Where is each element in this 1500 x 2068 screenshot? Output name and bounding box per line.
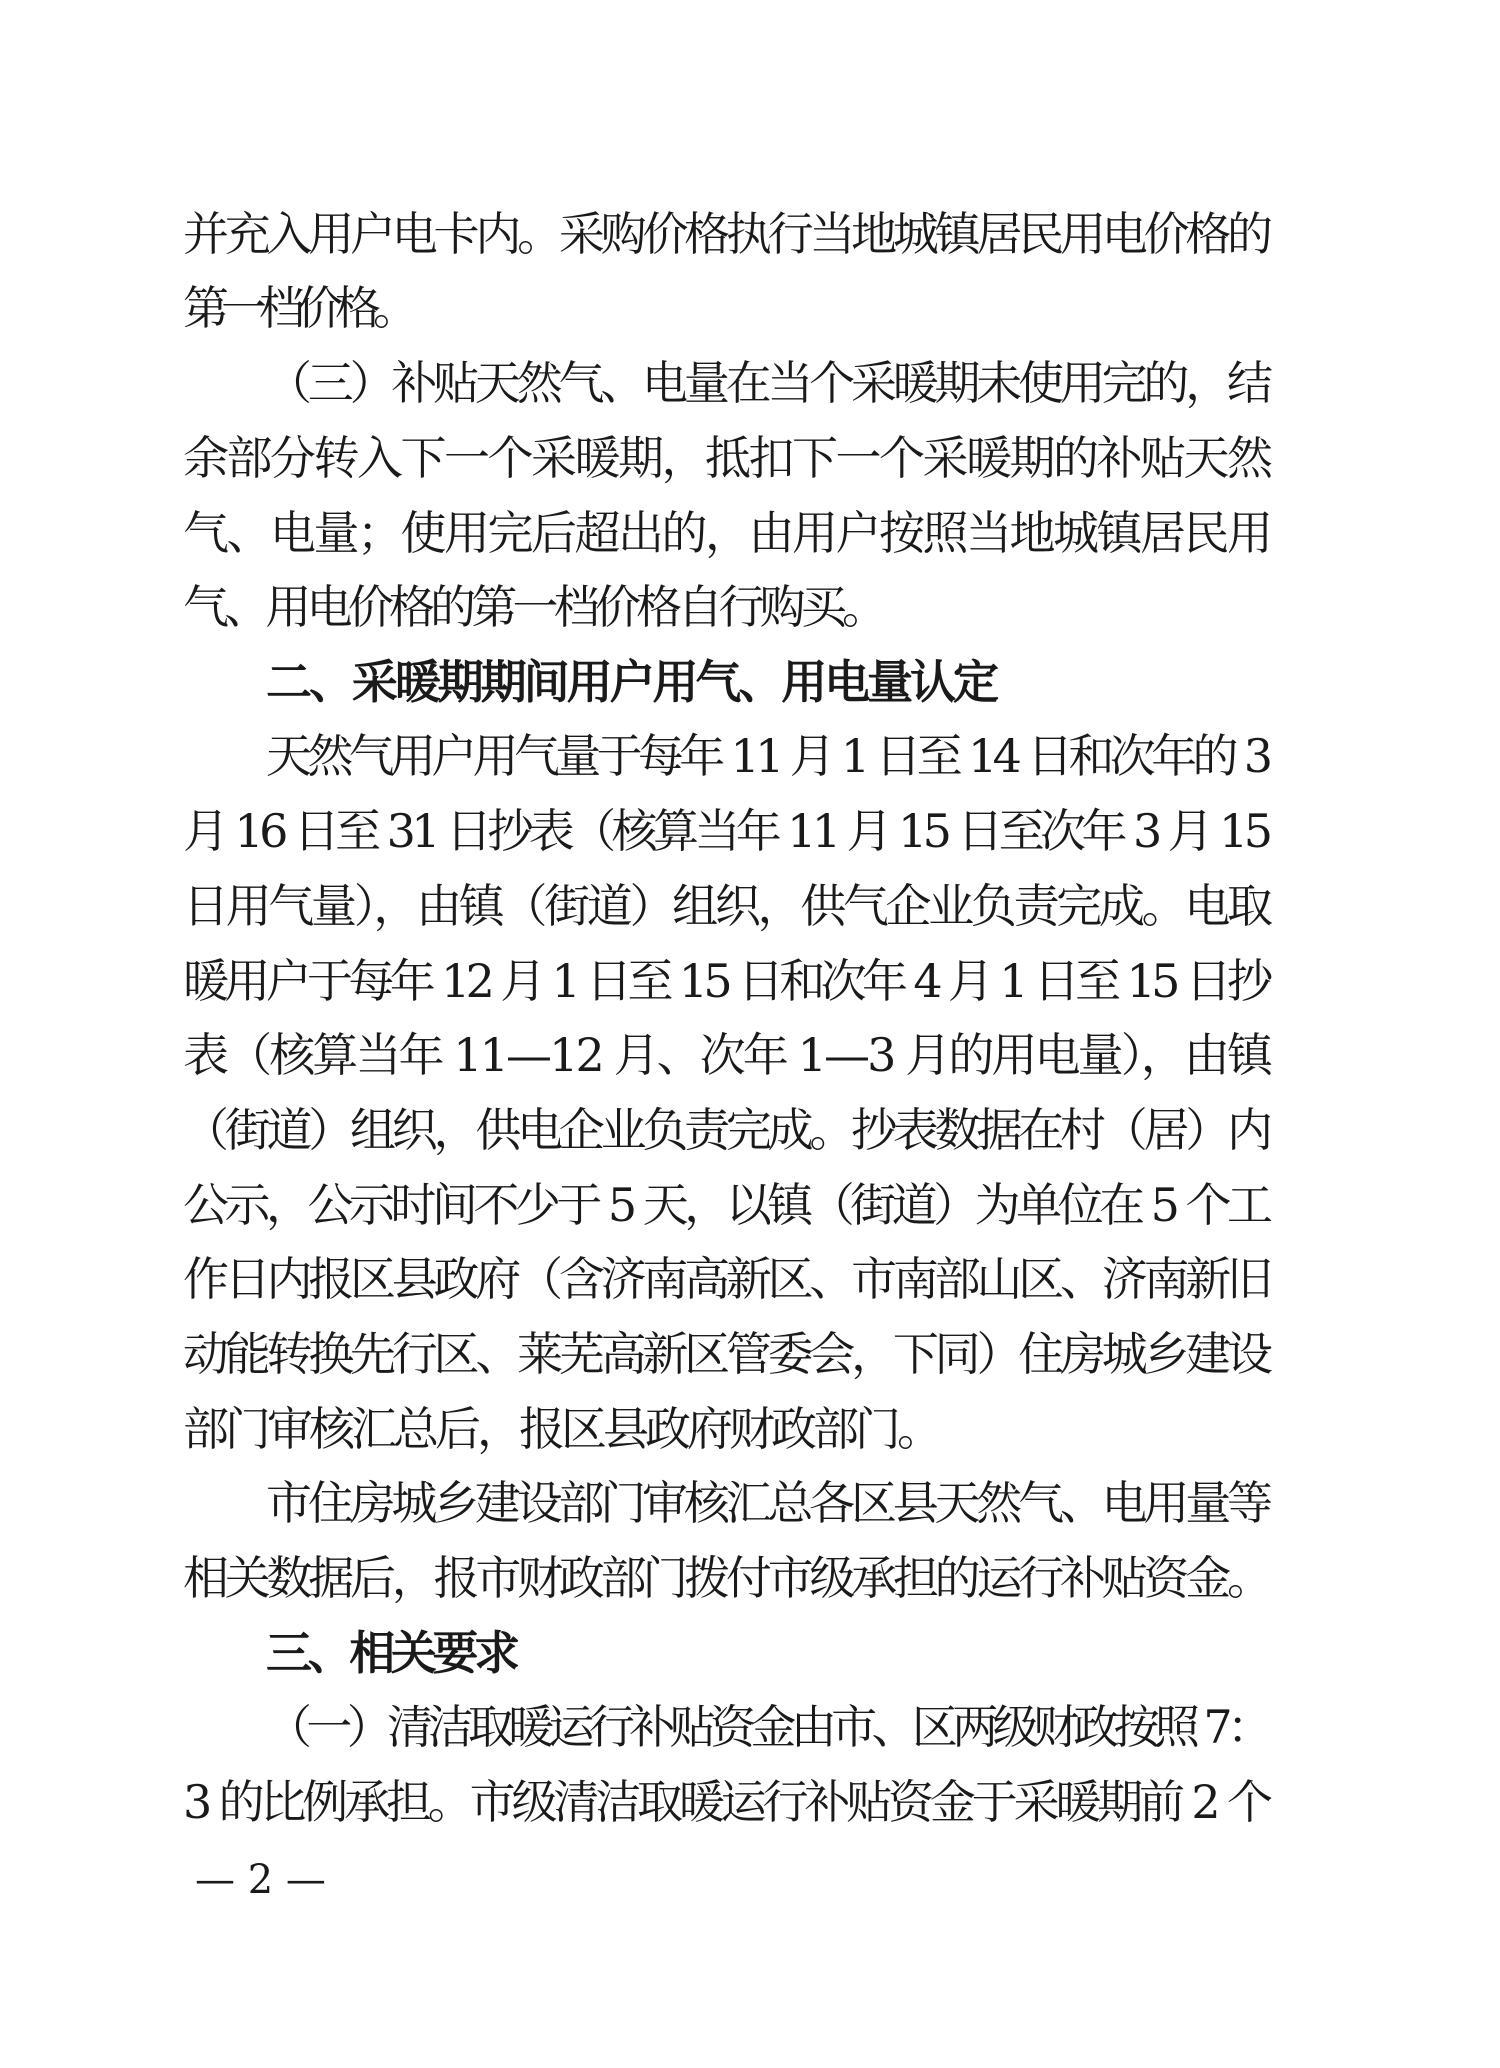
text-line [0, 493, 1500, 573]
line-text: 市住房城乡建设部门审核汇总各区县天然气、电用量等 [266, 1476, 1269, 1530]
text-line [0, 1687, 1500, 1767]
line-text: 并充入用户电卡内。采购价格执行当地城镇居民用电价格的 [183, 207, 1269, 261]
text-line [0, 1389, 1500, 1469]
line-text: 表（核算当年 11—12 月、次年 1—3 月的用电量），由镇 [183, 1028, 1271, 1082]
line-text: 暖用户于每年 12 月 1 日至 15 日和次年 4 月 1 日至 15 日抄 [183, 954, 1269, 1008]
text-line [0, 418, 1500, 498]
text-line [0, 716, 1500, 796]
text-line [0, 194, 1500, 274]
section-heading-2 [0, 642, 1500, 722]
line-text: 余部分转入下一个采暖期，抵扣下一个采暖期的补贴天然 [183, 431, 1271, 485]
text-line [0, 1463, 1500, 1543]
text-line [0, 866, 1500, 946]
line-text: 日用气量），由镇（街道）组织，供气企业负责完成。电取 [183, 879, 1270, 933]
page-number: — 2 — [195, 1857, 326, 1903]
line-text: 公示，公示时间不少于 5 天，以镇（街道）为单位在 5 个工 [183, 1178, 1269, 1232]
text-line [0, 567, 1500, 647]
text-line [0, 791, 1500, 871]
text-line [0, 1538, 1500, 1618]
line-text: 气、电量；使用完后超出的，由用户按照当地城镇居民用 [183, 506, 1271, 560]
line-text: 动能转换先行区、莱芜高新区管委会，下同）住房城乡建设 [183, 1327, 1269, 1381]
text-line [0, 1015, 1500, 1095]
section-heading-text: 三、相关要求 [266, 1626, 516, 1680]
text-line [0, 268, 1500, 348]
line-text: （街道）组织，供电企业负责完成。抄表数据在村（居）内 [183, 1103, 1269, 1157]
section-heading-text: 二、采暖期期间用户用气、用电量认定 [266, 655, 996, 709]
line-text: 部门审核汇总后，报区县政府财政部门。 [183, 1402, 939, 1456]
text-line [0, 343, 1500, 423]
text-line [0, 1090, 1500, 1170]
text-line [0, 1762, 1500, 1842]
section-heading-3 [0, 1613, 1500, 1693]
line-text: （一）清洁取暖运行补贴资金由市、区两级财政按照 7： [266, 1700, 1268, 1754]
text-line [0, 1314, 1500, 1394]
line-text: 月 16 日至 31 日抄表（核算当年 11 月 15 日至次年 3 月 15 [183, 804, 1269, 858]
text-line [0, 1239, 1500, 1319]
line-text: 天然气用户用气量于每年 11 月 1 日至 14 日和次年的 3 [266, 729, 1269, 783]
line-text: 作日内报区县政府（含济南高新区、市南部山区、济南新旧 [183, 1252, 1269, 1306]
line-text: 气、用电价格的第一档价格自行购买。 [183, 580, 884, 634]
text-line [0, 1165, 1500, 1245]
line-text: （三）补贴天然气、电量在当个采暖期未使用完的，结 [266, 356, 1269, 410]
line-text: 相关数据后，报市财政部门拨付市级承担的运行补贴资金。 [183, 1551, 1269, 1605]
line-text: 3 的比例承担。市级清洁取暖运行补贴资金于采暖期前 2 个 [183, 1775, 1269, 1829]
text-line [0, 941, 1500, 1021]
line-text: 第一档价格。 [183, 281, 411, 335]
